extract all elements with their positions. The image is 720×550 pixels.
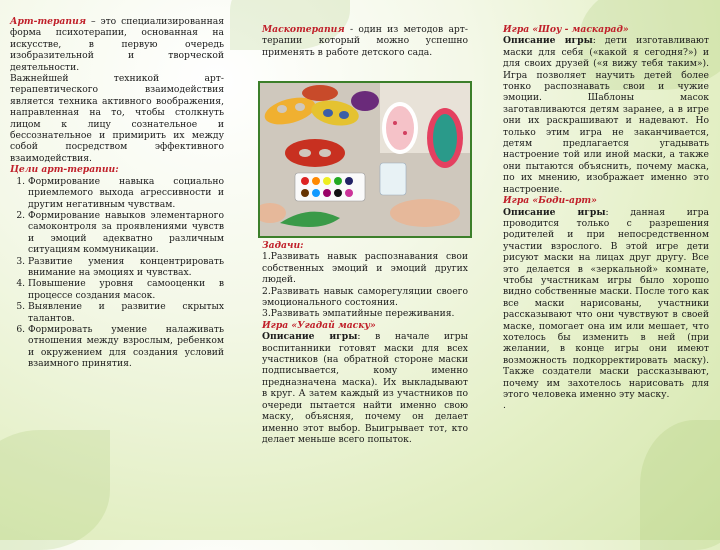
mask-therapy-definition: Маскотерапия - один из методов арт-терапии который можно успешно применять в работе детского сада. bbox=[262, 24, 468, 58]
column-mask-therapy bbox=[262, 24, 468, 58]
art-therapy-definition: Арт-терапия – это специализированная форма психотерапии, основанная на искусстве, в первую очередь изобразительной и творческой деятельности. bbox=[10, 16, 224, 73]
task-item: 1.Развивать навык распознавания свои собственных эмоций и эмоций других людей. bbox=[262, 251, 468, 286]
mask-therapy-term: Маскотерапия bbox=[262, 24, 345, 35]
guess-mask-heading: Игра «Угадай маску» bbox=[262, 319, 376, 331]
masquerade-heading: Игра «Шоу - маскарад» bbox=[503, 24, 629, 35]
masquerade-description: Описание игры: дети изготавливают маски для себя («какой я сегодня?») и для своих друзей («я вижу тебя таким»). Игра позволяет научить детей более тонко распознавать свои и чужие эмоции. Шаблоны масок заготавливаются детям заранее, а в игре они их раскрашивают и надевают. Но только этим игра не заканчивается, детям предлагается угадывать настроение той или иной маски, а также они пытаются объяснить, почему маска, по их мнению, изображает именно это настроение. bbox=[503, 35, 709, 195]
task-item: 2.Развивать навык саморегуляции своего эмоционального состояния. bbox=[262, 285, 468, 309]
trailing-dot: . bbox=[503, 400, 506, 412]
background-leaf bbox=[640, 420, 720, 550]
body-art-description: Описание игры: данная игра проводится только с разрешения родителей и при непосредственном участии взрослого. В этой игре дети рисуют маски на лицах друг другу. Все это делается в «зеркальной» комнате, чтобы участникам игры было хорошо видно собственные маски. После того как все маски нарисованы, участники рассказывают что они чувствуют в своей маске, помогает она им или мешает, что хотелось бы изменить в ней (при желании, в конце игры они имеют возможность подкорректировать маску). Также создатели маски рассказывают, почему им захотелось нарисовать для этого человека именно эту маску. bbox=[503, 206, 709, 400]
masks-photo bbox=[258, 81, 472, 238]
body-art-heading: Игра «Боди-арт» bbox=[503, 195, 597, 207]
column-art-therapy bbox=[10, 16, 224, 370]
column-mask-therapy-lower bbox=[262, 240, 468, 445]
goal-item: 5. Выявление и развитие скрытых талантов. bbox=[28, 301, 224, 324]
active-imagination-paragraph: Важнейшей техникой арт-терапевтического взаимодействия является техника активного воображения, направленная на то, чтобы столкнуть лицом к лицу сознательное и бессознательное и примирить их между собой посредством эффективного взаимодействия. bbox=[10, 73, 224, 164]
goals-list bbox=[10, 176, 224, 370]
goal-item: 4. Повышение уровня самооценки в процессе создания масок. bbox=[28, 278, 224, 301]
goal-item: 6. Формировать умение налаживать отношения между взрослым, ребенком и окружением для создания условий взаимного принятия. bbox=[28, 324, 224, 370]
goals-heading: Цели арт-терапии: bbox=[10, 164, 119, 176]
background-leaf bbox=[0, 430, 110, 550]
goal-item: 1. Формирование навыка социально приемлемого выхода агрессивности и другим негативным чувствам. bbox=[28, 176, 224, 210]
goal-item: 3. Развитие умения концентрировать внимание на эмоциях и чувствах. bbox=[28, 256, 224, 279]
tasks-heading: Задачи: bbox=[262, 240, 304, 251]
goal-item: 2. Формирование навыков элементарного самоконтроля за проявлениями чувств и эмоций адекватно различным ситуациям коммуникации. bbox=[28, 210, 224, 256]
task-item: 3.Развивать эмпатийные переживания. bbox=[262, 308, 455, 320]
art-therapy-term: Арт-терапия bbox=[10, 16, 87, 27]
guess-mask-description: Описание игры: в начале игры воспитанники готовят маски для всех участников (на обратной стороне маски подписывается, кому именно предназначена маска). Их выкладывают в круг. А затем каждый из участников по очереди пытается найти именно свою маску, объясняя, почему он делает именно этот выбор. Выигрывает тот, кто делает меньше всего попыток. bbox=[262, 331, 468, 445]
column-games bbox=[503, 24, 709, 412]
